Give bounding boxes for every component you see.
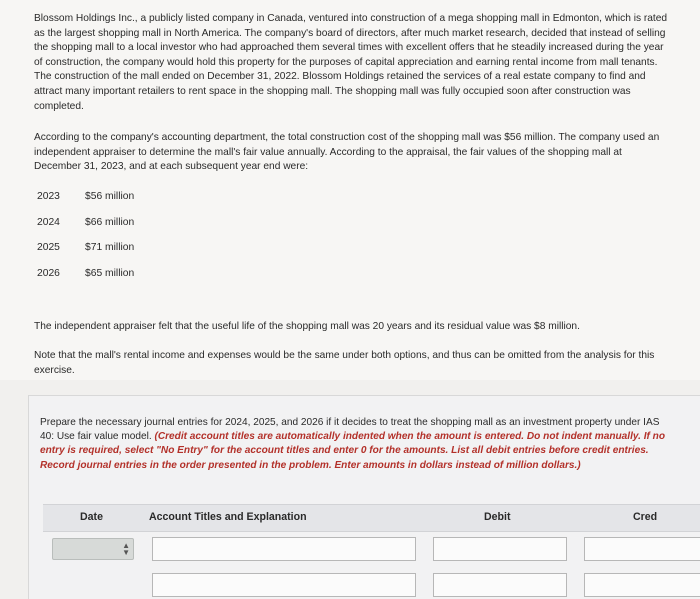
fair-value-row — [37, 268, 175, 294]
fair-value-year: 2023 — [37, 191, 60, 202]
fair-value-row — [37, 191, 175, 217]
instruction-note: (Credit account titles are automatically indented when the amount is entered. Do not indent manually. If no entry is required, select "No Entry" for the account titles and enter 0 for the amounts. List all debit entries before credit entries. Record journal entries in the order presented in the problem. Enter amounts in dollars instead of million dollars.) — [40, 431, 666, 471]
problem-paragraph-1: Blossom Holdings Inc., a publicly listed company in Canada, ventured into construction of a mega shopping mall in Edmonton, which is rated as the largest shopping mall in North America. The company's board of directors, after much market research, decided that instead of selling the shopping mall to a local investor who had approached them several times with excellent offers that he steadily increased during the year of construction, the company would hold this property for the purposes of capital appreciation and earning rental income from mall tenants. The construction of the mall ended on December 31, 2022. Blossom Holdings retained the services of a real estate company to find and attract many important retailers to rent space in the shopping mall. The shopping mall was fully occupied soon after construction was completed. — [34, 13, 668, 112]
fair-value-table — [37, 191, 175, 293]
problem-paragraph-4: Note that the mall's rental income and expenses would be the same under both options, and thus can be omitted from the analysis for this exercise. — [34, 350, 655, 376]
problem-paragraph-2: According to the company's accounting department, the total construction cost of the shopping mall was $56 million. The company used an independent appraiser to determine the mall's fair value annually. According to the appraisal, the fair values of the shopping mall at December 31, 2023, and at each subsequent year end were: — [34, 132, 660, 173]
header-account-titles: Account Titles and Explanation — [149, 511, 307, 523]
header-debit: Debit — [484, 511, 511, 523]
header-credit: Cred — [633, 511, 658, 523]
debit-input[interactable] — [433, 573, 567, 597]
header-date: Date — [80, 511, 103, 523]
instruction-text: Prepare the necessary journal entries for 2024, 2025, and 2026 if it decides to treat the shopping mall as an investment property under IAS 40: Use fair value model. — [40, 417, 660, 443]
question-instruction — [40, 416, 670, 473]
credit-input[interactable] — [584, 537, 700, 561]
date-select[interactable] — [52, 538, 134, 560]
select-arrows-icon: ▲ ▼ — [122, 541, 130, 557]
fair-value-row — [37, 217, 175, 243]
fair-value-amount: $56 million — [85, 191, 135, 202]
fair-value-row — [37, 242, 175, 268]
credit-input[interactable] — [584, 573, 700, 597]
fair-value-amount: $71 million — [85, 242, 135, 254]
journal-table-header — [43, 504, 700, 532]
fair-value-year: 2026 — [37, 267, 60, 279]
problem-paragraph-3: The independent appraiser felt that the useful life of the shopping mall was 20 years and its residual value was $8 million. — [34, 321, 580, 332]
account-title-input[interactable] — [152, 573, 416, 597]
fair-value-year: 2024 — [37, 216, 60, 228]
debit-input[interactable] — [433, 537, 567, 561]
fair-value-amount: $66 million — [85, 216, 135, 228]
account-title-input[interactable] — [152, 537, 416, 561]
fair-value-year: 2025 — [37, 242, 60, 254]
fair-value-amount: $65 million — [85, 267, 135, 279]
